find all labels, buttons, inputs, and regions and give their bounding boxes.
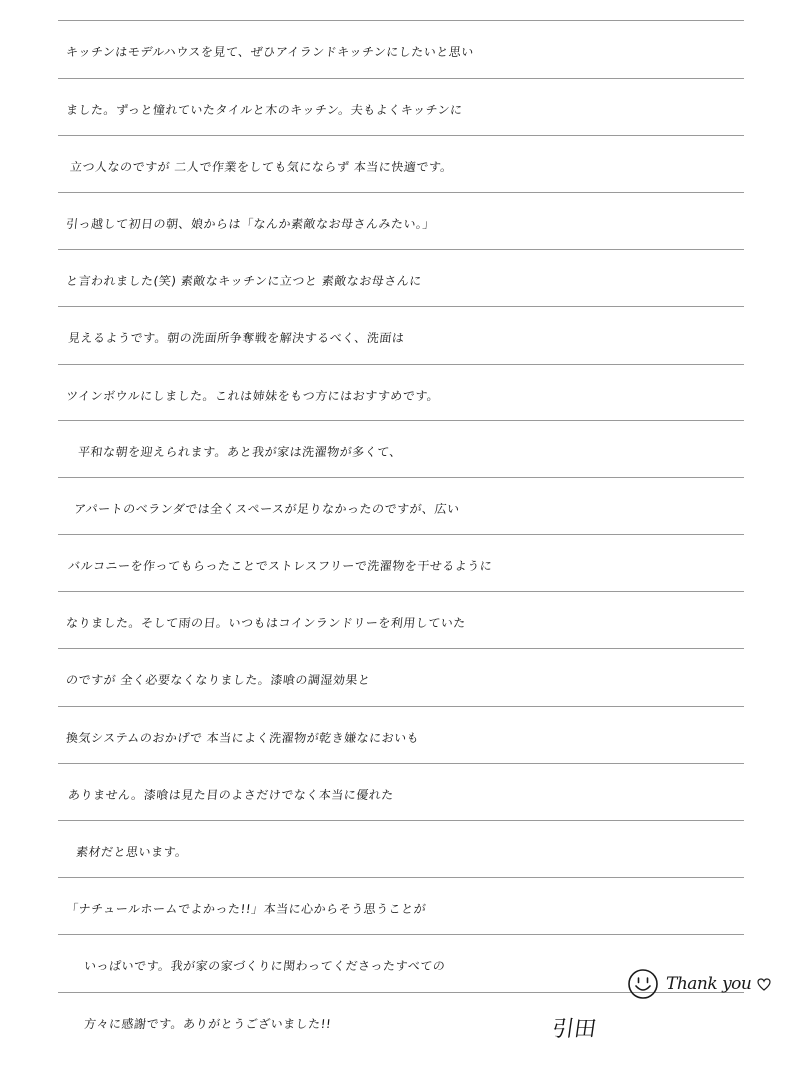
handwritten-line: 換気システムのおかげで 本当によく洗濯物が乾き嫌なにおいも <box>65 731 420 745</box>
ruled-line <box>58 534 744 535</box>
ruled-line <box>58 306 744 307</box>
heart-icon <box>757 978 771 991</box>
ruled-line <box>58 135 744 136</box>
handwritten-line: なりました。そして雨の日。いつもはコインランドリーを利用していた <box>65 616 467 630</box>
handwritten-line: 「ナチュールホームでよかった!!」本当に心からそう思うことが <box>65 902 427 916</box>
ruled-line <box>58 591 744 592</box>
handwritten-line: 素材だと思います。 <box>75 845 189 859</box>
handwritten-line: ました。ずっと憧れていたタイルと木のキッチン。夫もよくキッチンに <box>65 103 464 117</box>
thank-you-doodle <box>626 964 771 1004</box>
smiley-icon <box>626 967 660 1001</box>
ruled-line <box>58 420 744 421</box>
handwritten-line: と言われました(笑) 素敵なキッチンに立つと 素敵なお母さんに <box>65 274 423 288</box>
handwritten-line: のですが 全く必要なくなりました。漆喰の調湿効果と <box>65 673 372 687</box>
handwritten-line: アパートのベランダでは全くスペースが足りなかったのですが、広い <box>73 502 461 516</box>
handwritten-line: バルコニーを作ってもらったことでストレスフリーで洗濯物を干せるように <box>67 559 494 573</box>
ruled-line <box>58 78 744 79</box>
signature: 引田 <box>550 1017 598 1042</box>
ruled-line <box>58 763 744 764</box>
handwritten-line: いっぱいです。我が家の家づくりに関わってくださったすべての <box>83 959 447 973</box>
thank-you-text: Thank you <box>666 974 752 994</box>
ruled-line <box>58 364 744 365</box>
handwritten-line: 見えるようです。朝の洗面所争奪戦を解決するべく、洗面は <box>67 331 406 345</box>
handwritten-line: 平和な朝を迎えられます。あと我が家は洗濯物が多くて、 <box>77 445 403 459</box>
handwritten-line: 立つ人なのですが 二人で作業をしても気にならず 本当に快適です。 <box>69 160 454 174</box>
ruled-line <box>58 249 744 250</box>
handwritten-line: ツインボウルにしました。これは姉妹をもつ方にはおすすめです。 <box>65 389 441 403</box>
ruled-line <box>58 477 744 478</box>
ruled-line <box>58 192 744 193</box>
handwritten-line: キッチンはモデルハウスを見て、ぜひアイランドキッチンにしたいと思い <box>65 45 475 59</box>
handwritten-line: ありません。漆喰は見た目のよさだけでなく本当に優れた <box>67 788 395 802</box>
handwritten-line: 引っ越して初日の朝、娘からは「なんか素敵なお母さんみたい。」 <box>65 217 436 231</box>
ruled-line <box>58 20 744 21</box>
handwritten-line: 方々に感謝です。ありがとうございました!! <box>83 1017 333 1031</box>
ruled-line <box>58 706 744 707</box>
ruled-line <box>58 648 744 649</box>
ruled-line <box>58 877 744 878</box>
ruled-line <box>58 820 744 821</box>
ruled-line <box>58 934 744 935</box>
